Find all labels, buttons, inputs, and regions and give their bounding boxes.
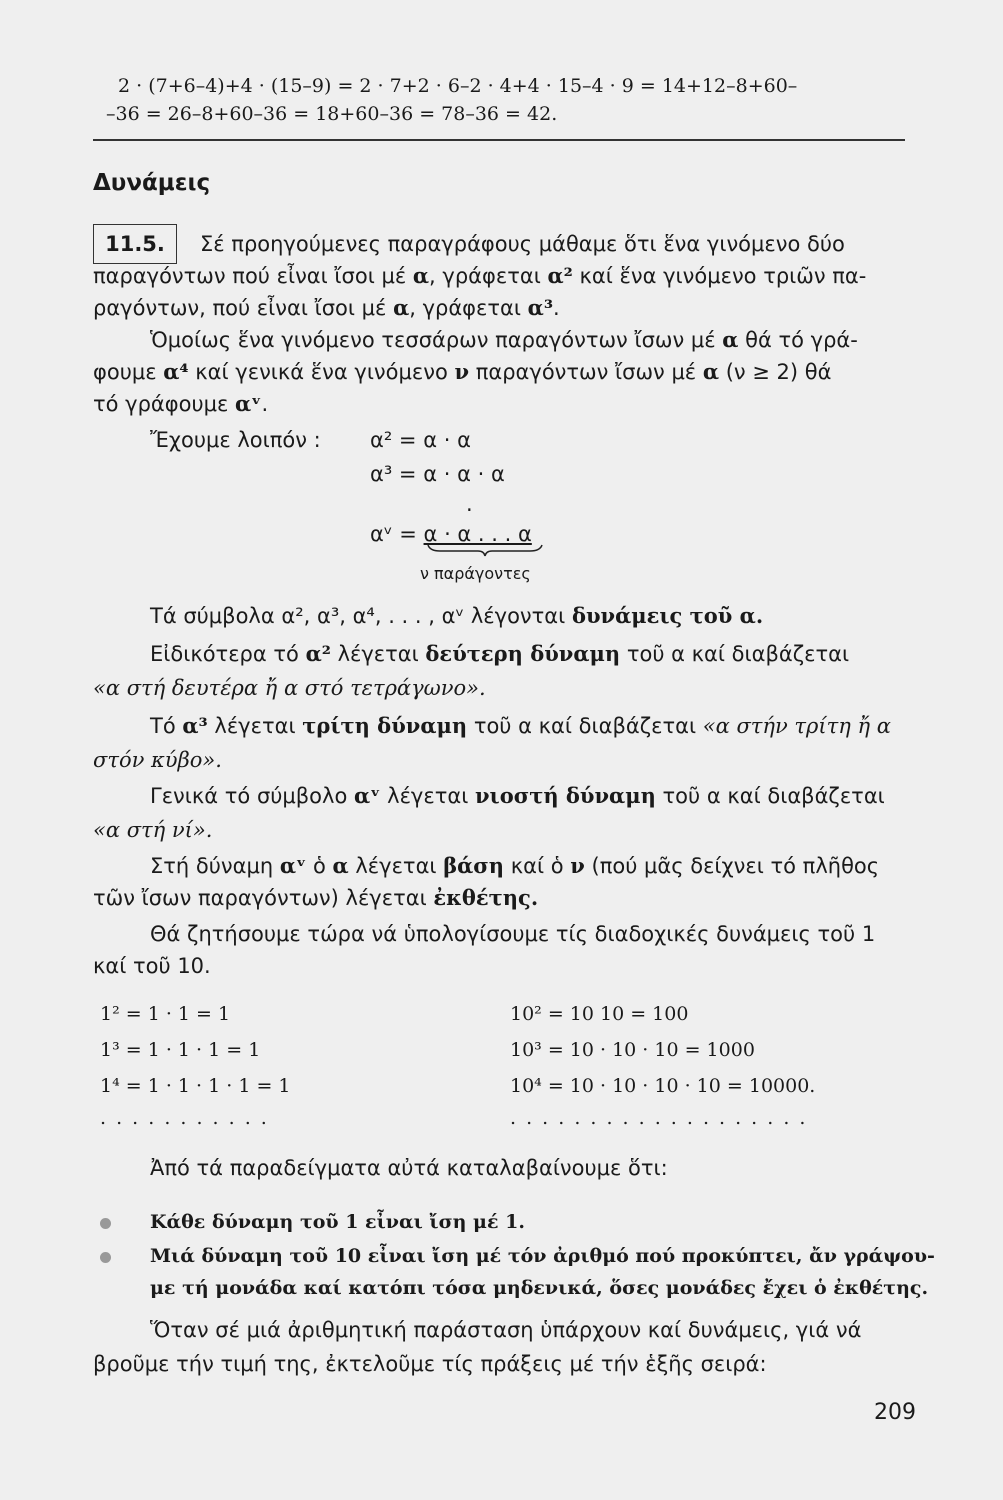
tens-example-3: 10⁴ = 10 · 10 · 10 · 10 = 10000. (510, 1075, 816, 1097)
intro-line-3: ραγόντων, πού εἶναι ἴσοι μέ α, γράφεται α³. (93, 295, 560, 320)
section-number-box: 11.5. (93, 224, 177, 264)
intro-line-4: Ὁμοίως ἕνα γινόμενο τεσσάρων παραγόντων ἴσων μέ α θά τό γρά- (150, 327, 858, 352)
powers-lead: Ἔχουμε λοιπόν : (150, 428, 321, 452)
second-power-line: Εἰδικότερα τό α² λέγεται δεύτερη δύναμη τοῦ α καί διαβάζεται (150, 641, 850, 666)
ones-example-1: 1² = 1 · 1 = 1 (100, 1003, 231, 1025)
order-line-2: βροῦμε τήν τιμή της, ἐκτελοῦμε τίς πράξεις μέ τήν ἑξῆς σειρά: (93, 1352, 767, 1376)
ones-example-2: 1³ = 1 · 1 · 1 = 1 (100, 1039, 261, 1061)
symbols-line: Τά σύμβολα α², α³, α⁴, . . . , αᵛ λέγονται δυνάμεις τοῦ α. (150, 603, 764, 628)
base-line: Στή δύναμη αᵛ ὁ α λέγεται βάση καί ὁ ν (πού μᾶς δείχνει τό πλῆθος (150, 853, 880, 878)
second-power-reading: «α στή δευτέρα ἤ α στό τετράγωνο». (93, 676, 486, 700)
exponent-line: τῶν ἴσων παραγόντων) λέγεται ἐκθέτης. (93, 885, 539, 910)
tens-example-1: 10² = 10 10 = 100 (510, 1003, 689, 1025)
third-power-line: Τό α³ λέγεται τρίτη δύναμη τοῦ α καί διαβάζεται «α στήν τρίτη ἤ α (150, 713, 891, 738)
nth-power-reading: «α στή νί». (93, 818, 213, 842)
intro-line-6: τό γράφουμε αᵛ. (93, 391, 269, 416)
intro-line-1: Σέ προηγούμενες παραγράφους μάθαμε ὅτι ἕνα γινόμενο δύο (200, 232, 845, 256)
rule-ten-1: Μιά δύναμη τοῦ 10 εἶναι ἴση μέ τόν ἀριθμό πού προκύπτει, ἄν γράψου- (150, 1245, 935, 1267)
equation-line-2: –36 = 26–8+60–36 = 18+60–36 = 78–36 = 42. (106, 103, 558, 125)
conclusion-lead: Ἀπό τά παραδείγματα αὐτά καταλαβαίνουμε ὅτι: (150, 1156, 668, 1180)
ones-dots: . . . . . . . . . . . (100, 1107, 269, 1129)
nth-power-line: Γενικά τό σύμβολο αᵛ λέγεται νιοστή δύναμη τοῦ α καί διαβάζεται (150, 783, 885, 808)
bullet-icon (100, 1252, 111, 1263)
tens-example-2: 10³ = 10 · 10 · 10 = 1000 (510, 1039, 755, 1061)
brace-label: ν παράγοντες (420, 564, 531, 583)
equation-line-1: 2 · (7+6–4)+4 · (15–9) = 2 · 7+2 · 6–2 · 4+4 · 15–4 · 9 = 14+12–8+60– (118, 75, 798, 97)
compute-line-2: καί τοῦ 10. (93, 954, 211, 978)
section-title: Δυνάμεις (93, 170, 211, 196)
rule-one: Κάθε δύναμη τοῦ 1 εἶναι ἴση μέ 1. (150, 1211, 525, 1233)
underbrace (426, 543, 544, 557)
power-3: α³ = α · α · α (370, 462, 505, 486)
order-line-1: Ὅταν σέ μιά ἀριθμητική παράσταση ὑπάρχουν καί δυνάμεις, γιά νά (150, 1318, 862, 1342)
intro-line-2: παραγόντων πού εἶναι ἴσοι μέ α, γράφεται α² καί ἕνα γινόμενο τριῶν πα- (93, 263, 867, 288)
bullet-icon (100, 1218, 111, 1229)
ones-example-3: 1⁴ = 1 · 1 · 1 · 1 = 1 (100, 1075, 291, 1097)
third-power-reading: στόν κύβο». (93, 748, 222, 772)
rule-ten-2: με τή μονάδα καί κατόπι τόσα μηδενικά, ὅσες μονάδες ἔχει ὁ ἐκθέτης. (150, 1277, 929, 1299)
page-number: 209 (874, 1400, 916, 1425)
power-nu: αᵛ = α · α . . . α (370, 522, 532, 546)
power-2: α² = α · α (370, 428, 471, 452)
tens-dots: . . . . . . . . . . . . . . . . . . . (510, 1107, 808, 1129)
intro-line-5: φουμε α⁴ καί γενικά ἕνα γινόμενο ν παραγόντων ἴσων μέ α (ν ≥ 2) θά (93, 359, 832, 384)
power-dot: . (466, 492, 473, 516)
divider (93, 139, 905, 141)
compute-line-1: Θά ζητήσουμε τώρα νά ὑπολογίσουμε τίς διαδοχικές δυνάμεις τοῦ 1 (150, 922, 876, 946)
